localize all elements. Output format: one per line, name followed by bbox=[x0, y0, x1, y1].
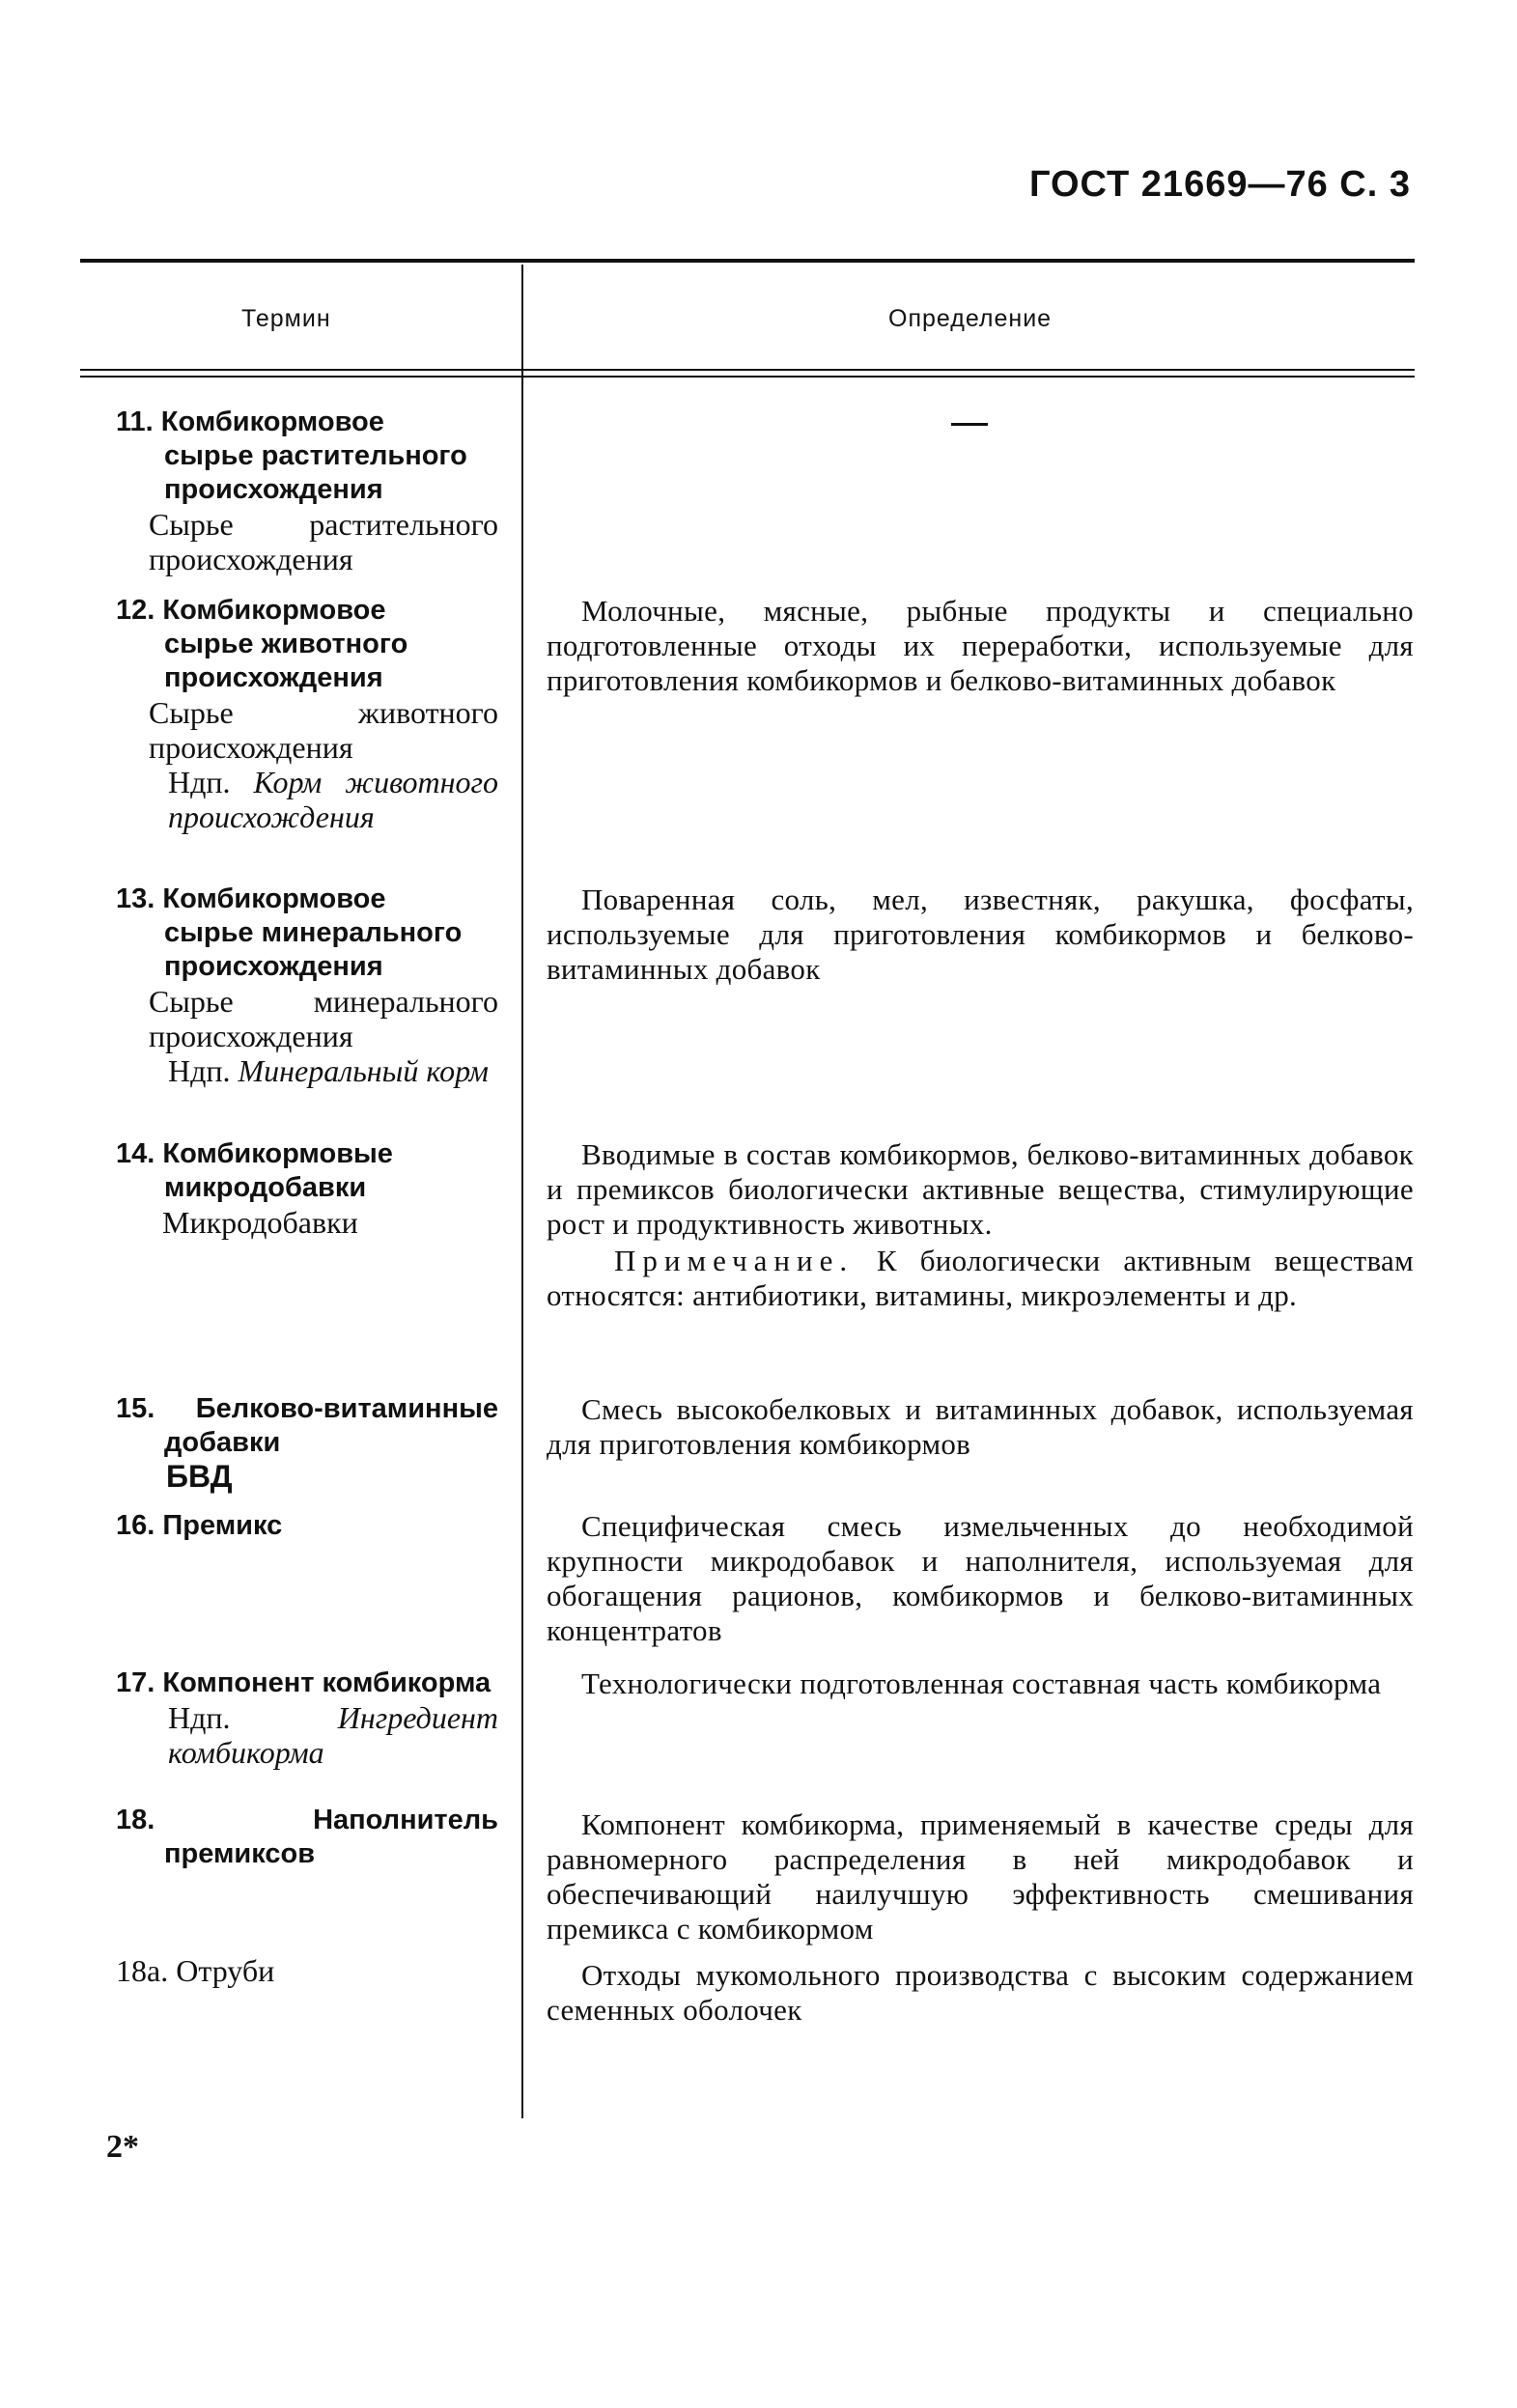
term-line: Компонент комбикорма bbox=[162, 1667, 492, 1698]
term-line: Комбикормовое bbox=[162, 883, 386, 914]
term-line: Белково-витаминные добавки bbox=[164, 1393, 498, 1458]
term-abbreviation: БВД bbox=[166, 1459, 233, 1494]
definition-12: Молочные, мясные, рыбные продукты и специально подготовленные отходы их переработки, используемые для приготовления комбикормов и белково-витаминных добавок bbox=[547, 594, 1414, 697]
term-number: 14. bbox=[116, 1138, 155, 1169]
definition-18a: Отходы мукомольного производства с высоким содержанием семенных оболочек bbox=[547, 1958, 1414, 2027]
term-entry-12 bbox=[116, 594, 498, 834]
not-recommended-term bbox=[116, 765, 498, 834]
term-synonym: Сырье растительного происхождения bbox=[149, 507, 498, 576]
term-entry-18 bbox=[116, 1804, 498, 1871]
term-line: Премикс bbox=[162, 1510, 283, 1541]
term-line: происхождения bbox=[164, 474, 383, 505]
term-line: Наполнитель премиксов bbox=[164, 1805, 498, 1869]
column-divider bbox=[521, 265, 523, 2118]
term-entry-11 bbox=[116, 406, 498, 576]
definition-15: Смесь высокобелковых и витаминных добавок, используемая для приготовления комбикормов bbox=[547, 1392, 1414, 1461]
term-entry-17 bbox=[116, 1666, 498, 1770]
term-line: Отруби bbox=[176, 1953, 275, 1988]
ndp-term: Минеральный корм bbox=[238, 1053, 489, 1088]
header-rule-double bbox=[80, 376, 1415, 378]
term-line: Комбикормовое bbox=[160, 406, 384, 437]
column-header-definition: Определение bbox=[888, 305, 1053, 332]
not-recommended-term bbox=[116, 1700, 498, 1770]
term-number: 16. bbox=[116, 1510, 155, 1541]
term-line: сырье животного bbox=[164, 629, 408, 659]
definition-13: Поваренная соль, мел, известняк, ракушка, фосфаты, используемые для приготовления комбикормов и белково-витаминных добавок bbox=[547, 882, 1414, 986]
term-entry-13 bbox=[116, 882, 498, 1088]
empty-definition-dash bbox=[951, 423, 988, 426]
ndp-term: Ингредиент комбикорма bbox=[168, 1700, 498, 1770]
definition-text: Вводимые в состав комбикормов, белково-витаминных добавок и премиксов биологически активные вещества, стимулирующие рост и продуктивность животных. bbox=[547, 1137, 1414, 1241]
term-line: Комбикормовые bbox=[162, 1138, 393, 1169]
term-synonym: Сырье минерального происхождения bbox=[149, 984, 498, 1053]
ndp-label: Ндп. bbox=[168, 765, 231, 799]
column-header-term: Термин bbox=[241, 305, 331, 332]
definition-17: Технологически подготовленная составная часть комбикорма bbox=[581, 1666, 1382, 1700]
term-line: микродобавки bbox=[164, 1172, 367, 1203]
note-text: К биологически активным веществам относятся: антибиотики, витамины, микроэлементы и др. bbox=[547, 1244, 1414, 1312]
term-line: происхождения bbox=[164, 662, 383, 693]
term-line: сырье растительного bbox=[164, 440, 467, 471]
term-number: 12. bbox=[116, 595, 155, 626]
page-mark: 2* bbox=[106, 2129, 139, 2165]
ndp-label: Ндп. bbox=[168, 1700, 231, 1735]
table-top-rule bbox=[80, 259, 1415, 263]
term-line: Комбикормовое bbox=[162, 595, 386, 626]
term-number: 17. bbox=[116, 1667, 155, 1698]
definition-18: Компонент комбикорма, применяемый в качестве среды для равномерного распределения в ней микродобавок и обеспечивающий наилучшую эффективность смешивания премикса с комбикормом bbox=[547, 1807, 1414, 1946]
term-line: сырье минерального bbox=[164, 917, 463, 948]
term-number: 13. bbox=[116, 883, 155, 914]
ndp-label: Ндп. bbox=[168, 1053, 231, 1088]
term-entry-14 bbox=[116, 1137, 498, 1240]
ndp-term: Корм животного происхождения bbox=[168, 765, 499, 834]
header-rule bbox=[80, 369, 1415, 371]
term-number: 11. bbox=[116, 406, 154, 437]
term-entry-15 bbox=[116, 1392, 498, 1494]
definition-16: Специфическая смесь измельченных до необходимой крупности микродобавок и наполнителя, используемая для обогащения рационов, комбикормов и белково-витаминных концентратов bbox=[547, 1509, 1414, 1647]
term-entry-16 bbox=[116, 1509, 498, 1543]
definition-14 bbox=[547, 1137, 1414, 1313]
term-synonym: Микродобавки bbox=[162, 1205, 358, 1240]
term-number: 18. bbox=[116, 1805, 155, 1835]
document-reference: ГОСТ 21669—76 С. 3 bbox=[1028, 164, 1411, 205]
term-line: происхождения bbox=[164, 951, 383, 982]
term-number: 15. bbox=[116, 1393, 155, 1424]
term-number: 18а. bbox=[116, 1953, 169, 1988]
definition-note bbox=[547, 1244, 1414, 1313]
term-entry-18a bbox=[116, 1954, 498, 1988]
not-recommended-term bbox=[116, 1053, 498, 1088]
term-synonym: Сырье животного происхождения bbox=[149, 695, 498, 765]
note-label: Примечание. bbox=[614, 1244, 855, 1277]
